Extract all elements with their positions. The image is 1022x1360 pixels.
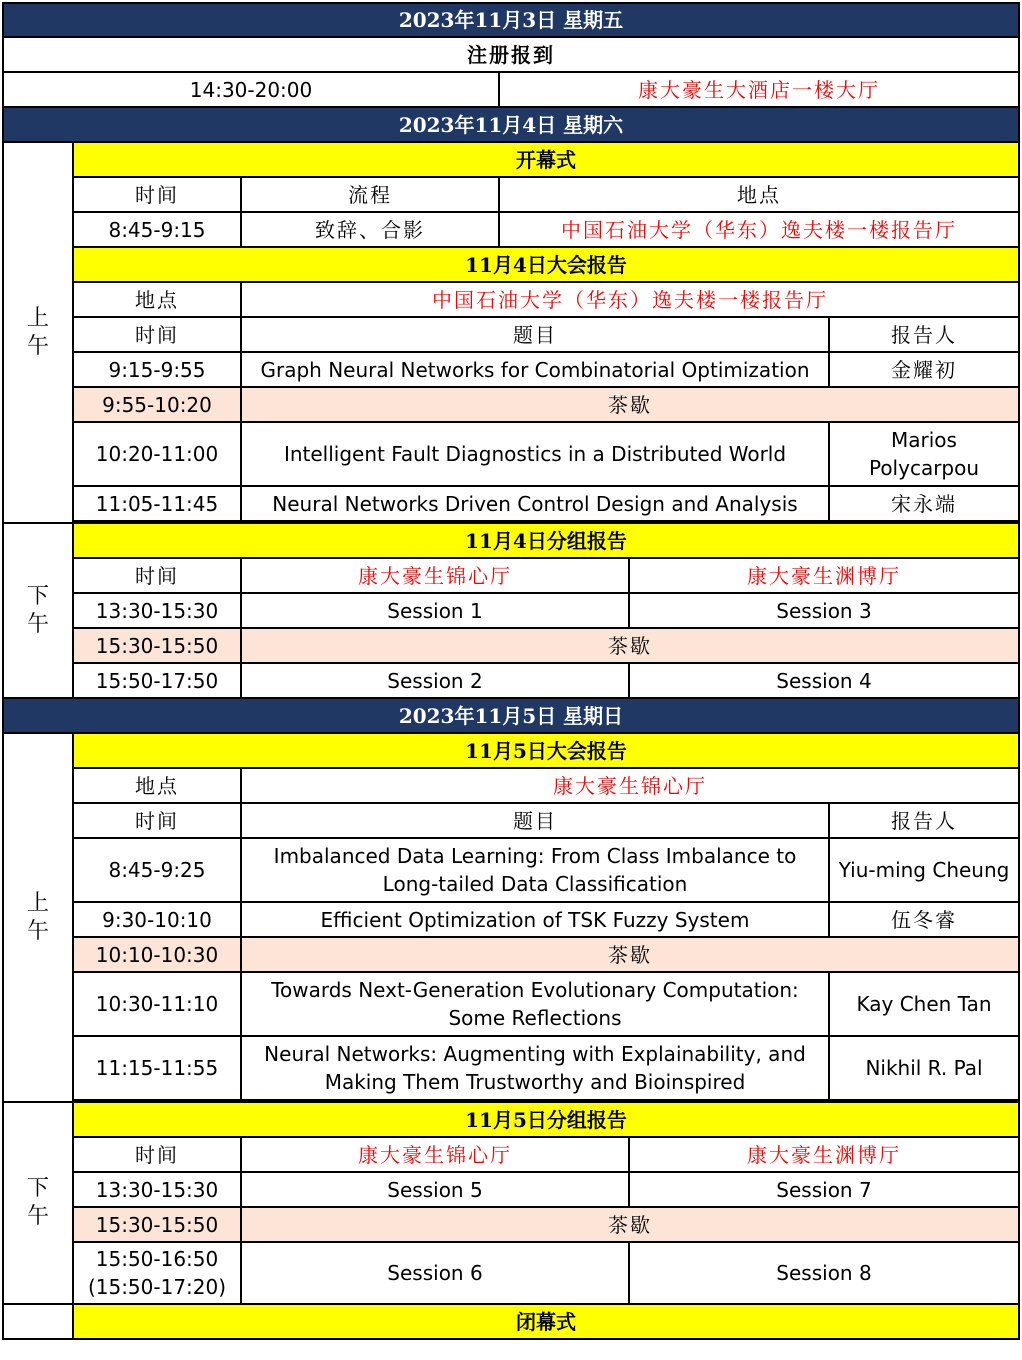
col-header-time: 时间 <box>73 803 241 838</box>
period-char: 午 <box>26 918 49 944</box>
talk-topic: Efficient Optimization of TSK Fuzzy System <box>241 902 829 937</box>
talk-speaker: 宋永端 <box>829 486 1019 521</box>
period-char: 午 <box>26 333 49 359</box>
session-time <box>73 1242 241 1304</box>
talk-time: 8:45-9:25 <box>73 838 241 902</box>
plenary-place-nov4: 中国石油大学（华东）逸夫楼一楼报告厅 <box>241 282 1019 317</box>
talk-topic: Imbalanced Data Learning: From Class Imbalance to Long-tailed Data Classification <box>241 838 829 902</box>
talk-topic: Towards Next-Generation Evolutionary Computation: Some Reflections <box>241 972 829 1036</box>
conference-schedule-table <box>2 2 1020 1340</box>
col-header-flow: 流程 <box>241 177 499 212</box>
registration-time: 14:30-20:00 <box>3 72 499 107</box>
col-header-speaker: 报告人 <box>829 317 1019 352</box>
period-char: 午 <box>26 1204 49 1229</box>
place-label: 地点 <box>73 282 241 317</box>
col-header-time: 时间 <box>73 177 241 212</box>
session-cell: Session 3 <box>629 593 1019 628</box>
talk-time: 9:30-10:10 <box>73 902 241 937</box>
talk-topic: Neural Networks Driven Control Design and Analysis <box>241 486 829 521</box>
session-time: 13:30-15:30 <box>73 1172 241 1207</box>
talk-speaker: Yiu-ming Cheung <box>829 838 1019 902</box>
tea-break: 茶歇 <box>241 937 1019 972</box>
session-time-main: 15:50-16:50 <box>95 1247 219 1271</box>
talk-speaker: Kay Chen Tan <box>829 972 1019 1036</box>
col-header-topic: 题目 <box>241 317 829 352</box>
period-morning-nov5 <box>3 733 73 1102</box>
opening-ceremony-title: 开幕式 <box>73 142 1019 177</box>
room-jinxin: 康大豪生锦心厅 <box>241 558 629 593</box>
opening-time: 8:45-9:15 <box>73 212 241 247</box>
talk-topic: Neural Networks: Augmenting with Explainability, and Making Them Trustworthy and Bioinspired <box>241 1036 829 1100</box>
break-time: 15:30-15:50 <box>73 628 241 663</box>
closing-ceremony-title: 闭幕式 <box>73 1304 1019 1339</box>
tea-break: 茶歇 <box>241 387 1019 422</box>
room-yuanbo: 康大豪生渊博厅 <box>629 558 1019 593</box>
col-header-topic: 题目 <box>241 803 829 838</box>
session-cell: Session 8 <box>629 1242 1019 1304</box>
break-time: 9:55-10:20 <box>73 387 241 422</box>
date-header-nov5: 2023年11月5日 星期日 <box>3 698 1019 733</box>
session-time: 15:50-17:50 <box>73 663 241 698</box>
session-time: 13:30-15:30 <box>73 593 241 628</box>
period-blank <box>3 1304 73 1339</box>
date-header-nov4: 2023年11月4日 星期六 <box>3 107 1019 142</box>
registration-title: 注册报到 <box>3 37 1019 72</box>
talk-topic: Graph Neural Networks for Combinatorial Optimization <box>241 352 829 387</box>
col-header-speaker: 报告人 <box>829 803 1019 838</box>
talk-speaker: 金耀初 <box>829 352 1019 387</box>
date-header-nov3: 2023年11月3日 星期五 <box>3 3 1019 37</box>
talk-time: 10:20-11:00 <box>73 422 241 486</box>
break-time: 15:30-15:50 <box>73 1207 241 1242</box>
talk-speaker: Marios Polycarpou <box>829 422 1019 486</box>
tea-break: 茶歇 <box>241 628 1019 663</box>
sessions-title-nov5: 11月5日分组报告 <box>73 1102 1019 1137</box>
period-afternoon-nov4 <box>3 523 73 698</box>
period-morning-nov4 <box>3 142 73 523</box>
session-time-extended: (15:50-17:20) <box>87 1275 227 1299</box>
plenary-title-nov5: 11月5日大会报告 <box>73 733 1019 768</box>
period-char: 午 <box>26 611 49 637</box>
opening-place: 中国石油大学（华东）逸夫楼一楼报告厅 <box>499 212 1019 247</box>
col-header-time: 时间 <box>73 317 241 352</box>
talk-time: 9:15-9:55 <box>73 352 241 387</box>
plenary-title-nov4: 11月4日大会报告 <box>73 247 1019 282</box>
room-yuanbo: 康大豪生渊博厅 <box>629 1137 1019 1172</box>
col-header-time: 时间 <box>73 558 241 593</box>
session-cell: Session 2 <box>241 663 629 698</box>
room-jinxin: 康大豪生锦心厅 <box>241 1137 629 1172</box>
session-cell: Session 1 <box>241 593 629 628</box>
plenary-place-nov5: 康大豪生锦心厅 <box>241 768 1019 803</box>
tea-break: 茶歇 <box>241 1207 1019 1242</box>
talk-speaker: 伍冬睿 <box>829 902 1019 937</box>
session-cell: Session 7 <box>629 1172 1019 1207</box>
opening-flow: 致辞、合影 <box>241 212 499 247</box>
registration-place: 康大豪生大酒店一楼大厅 <box>499 72 1019 107</box>
session-cell: Session 4 <box>629 663 1019 698</box>
talk-time: 11:05-11:45 <box>73 486 241 521</box>
session-cell: Session 6 <box>241 1242 629 1304</box>
period-char: 下 <box>26 1176 49 1201</box>
period-char: 上 <box>26 305 49 331</box>
talk-topic: Intelligent Fault Diagnostics in a Distributed World <box>241 422 829 486</box>
period-char: 下 <box>26 583 49 609</box>
talk-time: 10:30-11:10 <box>73 972 241 1036</box>
col-header-time: 时间 <box>73 1137 241 1172</box>
break-time: 10:10-10:30 <box>73 937 241 972</box>
session-cell: Session 5 <box>241 1172 629 1207</box>
period-afternoon-nov5 <box>3 1102 73 1304</box>
talk-speaker: Nikhil R. Pal <box>829 1036 1019 1100</box>
talk-time: 11:15-11:55 <box>73 1036 241 1100</box>
col-header-place: 地点 <box>499 177 1019 212</box>
sessions-title-nov4: 11月4日分组报告 <box>73 523 1019 558</box>
place-label: 地点 <box>73 768 241 803</box>
period-char: 上 <box>26 890 49 916</box>
